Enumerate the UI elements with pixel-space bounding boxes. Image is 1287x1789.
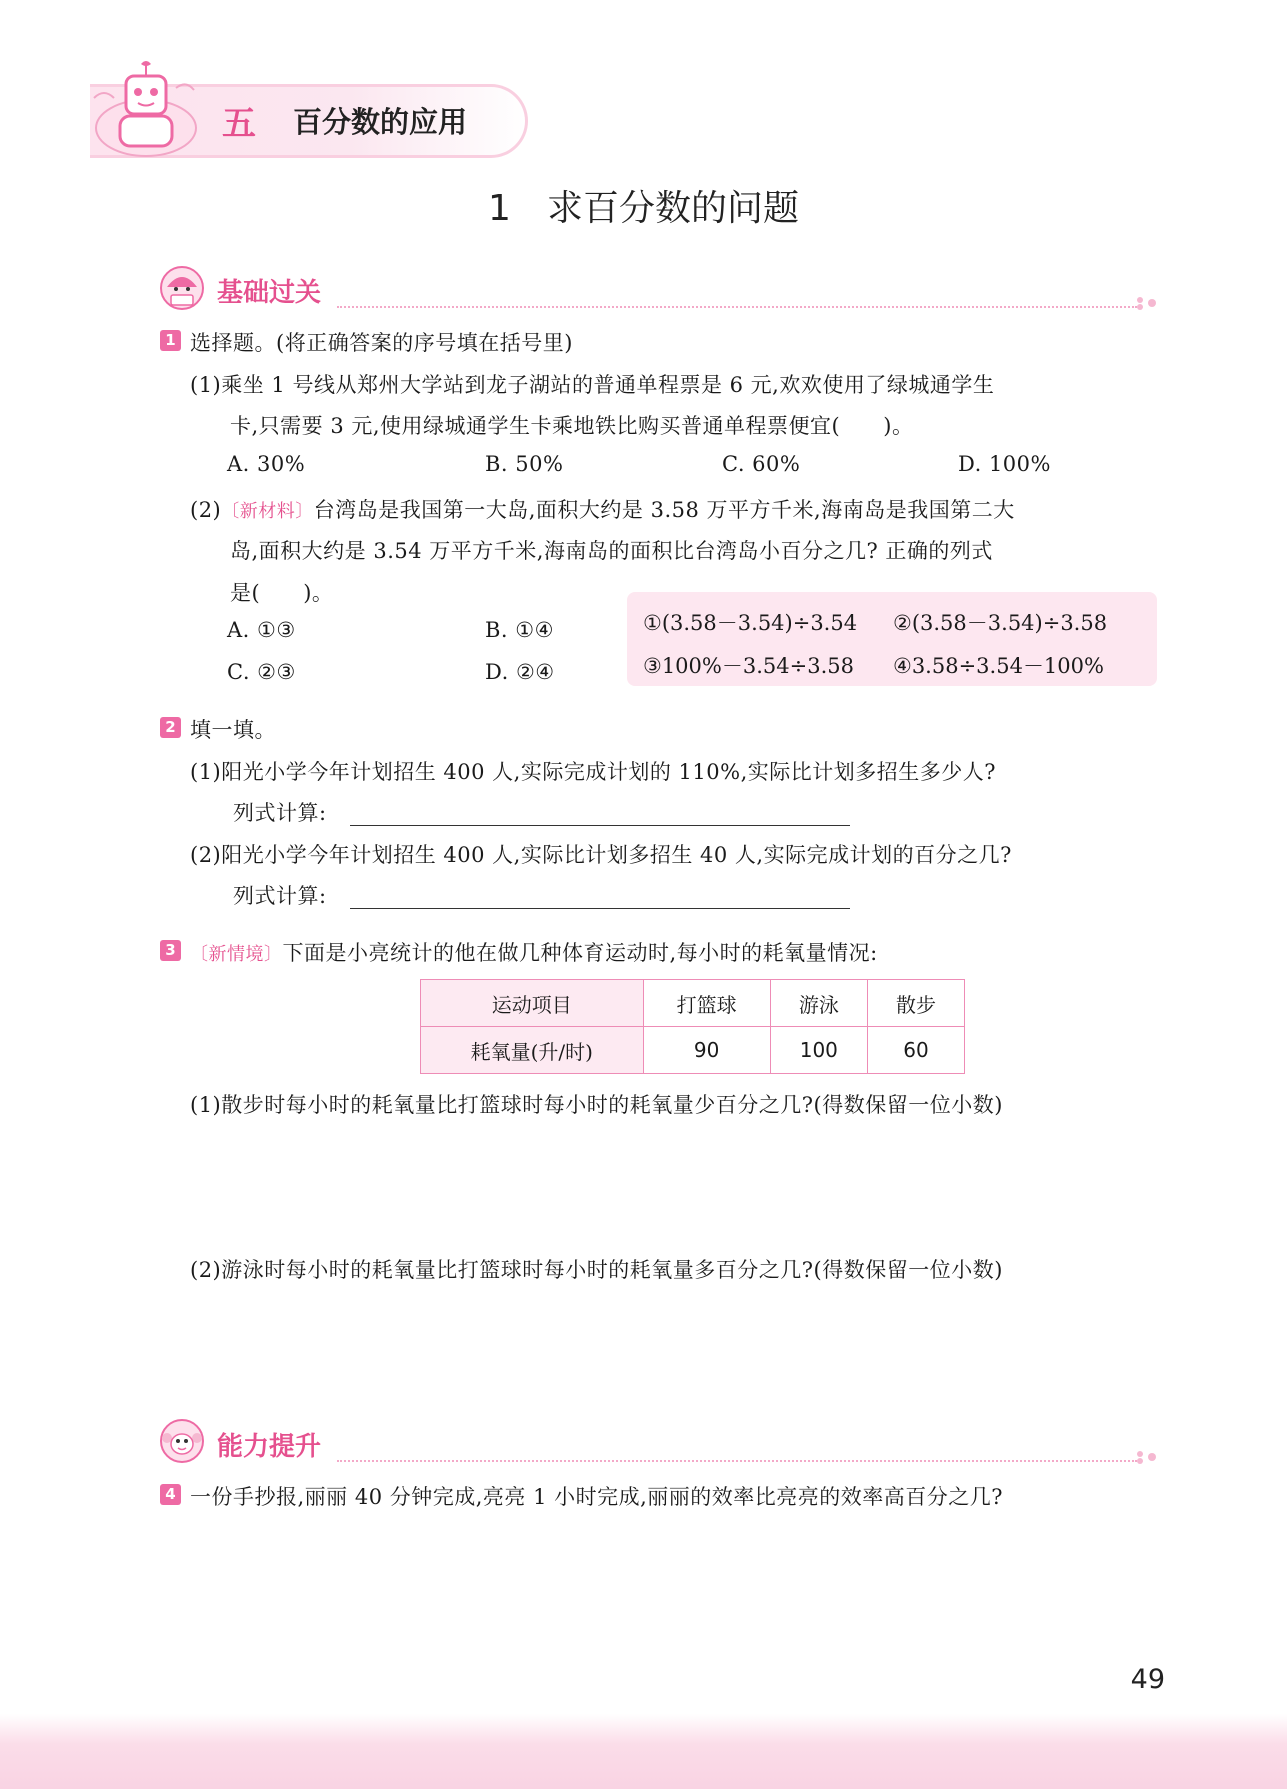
section-advanced-rule [337, 1460, 1137, 1462]
section-advanced-title: 能力提升 [217, 1432, 322, 1462]
section-basic-rule [337, 306, 1137, 308]
unit-number: 五 [222, 104, 256, 144]
table-row-label: 耗氧量(升/时) [421, 1027, 644, 1074]
table-header-cell: 游泳 [770, 980, 867, 1027]
option-c: C. 60% [722, 452, 801, 476]
option-d: D. 100% [958, 452, 1051, 476]
robot-mascot-icon [84, 58, 202, 162]
table-cell: 90 [643, 1027, 770, 1074]
question-3-1: (1)散步时每小时的耗氧量比打篮球时每小时的耗氧量少百分之几?(得数保留一位小数) [190, 1093, 1003, 1117]
question-4-badge: 4 [160, 1484, 181, 1505]
answer-line-2-1[interactable] [350, 825, 850, 826]
table-header-cell: 运动项目 [421, 980, 644, 1027]
new-material-tag: 〔新材料〕 [221, 501, 314, 522]
option-a-2: A. ①③ [227, 618, 296, 642]
formula-2: ②(3.58－3.54)÷3.58 [893, 611, 1108, 635]
question-1-1-line2: 卡,只需要 3 元,使用绿城通学生卡乘地铁比购买普通单程票便宜( )。 [230, 414, 914, 438]
dots-icon [1136, 1450, 1160, 1464]
question-1-2-line1 [190, 494, 1015, 524]
option-c-2: C. ②③ [227, 660, 296, 684]
question-3-stem: 下面是小亮统计的他在做几种体育运动时,每小时的耗氧量情况: [282, 941, 878, 965]
girl-reading-icon [159, 265, 205, 311]
question-2-1: (1)阳光小学今年计划招生 400 人,实际完成计划的 110%,实际比计划多招生多少人? [190, 760, 996, 784]
question-3-stem-line [190, 937, 878, 967]
formula-1: ①(3.58－3.54)÷3.54 [643, 611, 858, 635]
bottom-band [0, 1714, 1287, 1789]
option-d-2: D. ②④ [485, 660, 555, 684]
question-2-stem: 填一填。 [190, 718, 276, 742]
question-2-2-label: 列式计算: [233, 884, 327, 908]
question-2-2: (2)阳光小学今年计划招生 400 人,实际比计划多招生 40 人,实际完成计划的百分之几? [190, 843, 1012, 867]
oxygen-table [420, 979, 965, 1074]
section-basic-title: 基础过关 [217, 278, 322, 308]
question-2-1-label: 列式计算: [233, 801, 327, 825]
option-a: A. 30% [227, 452, 306, 476]
question-1-1-line1: (1)乘坐 1 号线从郑州大学站到龙子湖站的普通单程票是 6 元,欢欢使用了绿城通学生 [190, 373, 995, 397]
dots-icon [1136, 296, 1160, 310]
question-1-2-line3: 是( )。 [230, 581, 334, 605]
table-cell: 100 [770, 1027, 867, 1074]
new-situation-tag: 〔新情境〕 [190, 944, 283, 965]
lesson-title: 1 求百分数的问题 [488, 188, 799, 229]
table-cell: 60 [868, 1027, 965, 1074]
unit-title: 百分数的应用 [293, 105, 468, 139]
question-1-2-line2: 岛,面积大约是 3.54 万平方千米,海南岛的面积比台湾岛小百分之几? 正确的列式 [230, 539, 993, 563]
question-2-badge: 2 [160, 717, 181, 738]
formula-4: ④3.58÷3.54－100% [893, 654, 1104, 678]
answer-line-2-2[interactable] [350, 908, 850, 909]
table-row [421, 1027, 965, 1074]
question-1-2-text: 台湾岛是我国第一大岛,面积大约是 3.58 万平方千米,海南岛是我国第二大 [313, 498, 1015, 522]
option-b-2: B. ①④ [485, 618, 554, 642]
question-1-2-prefix: (2) [190, 498, 222, 522]
question-1-stem: 选择题。(将正确答案的序号填在括号里) [190, 331, 573, 355]
question-3-badge: 3 [160, 940, 181, 961]
question-3-2: (2)游泳时每小时的耗氧量比打篮球时每小时的耗氧量多百分之几?(得数保留一位小数) [190, 1258, 1003, 1282]
table-header-cell: 散步 [868, 980, 965, 1027]
page-number: 49 [1130, 1664, 1165, 1695]
question-4-stem: 一份手抄报,丽丽 40 分钟完成,亮亮 1 小时完成,丽丽的效率比亮亮的效率高百分之几? [190, 1485, 1004, 1509]
option-b: B. 50% [485, 452, 564, 476]
table-row [421, 980, 965, 1027]
formula-3: ③100%－3.54÷3.58 [643, 654, 854, 678]
monkey-icon [159, 1418, 205, 1464]
table-header-cell: 打篮球 [643, 980, 770, 1027]
question-1-badge: 1 [160, 330, 181, 351]
